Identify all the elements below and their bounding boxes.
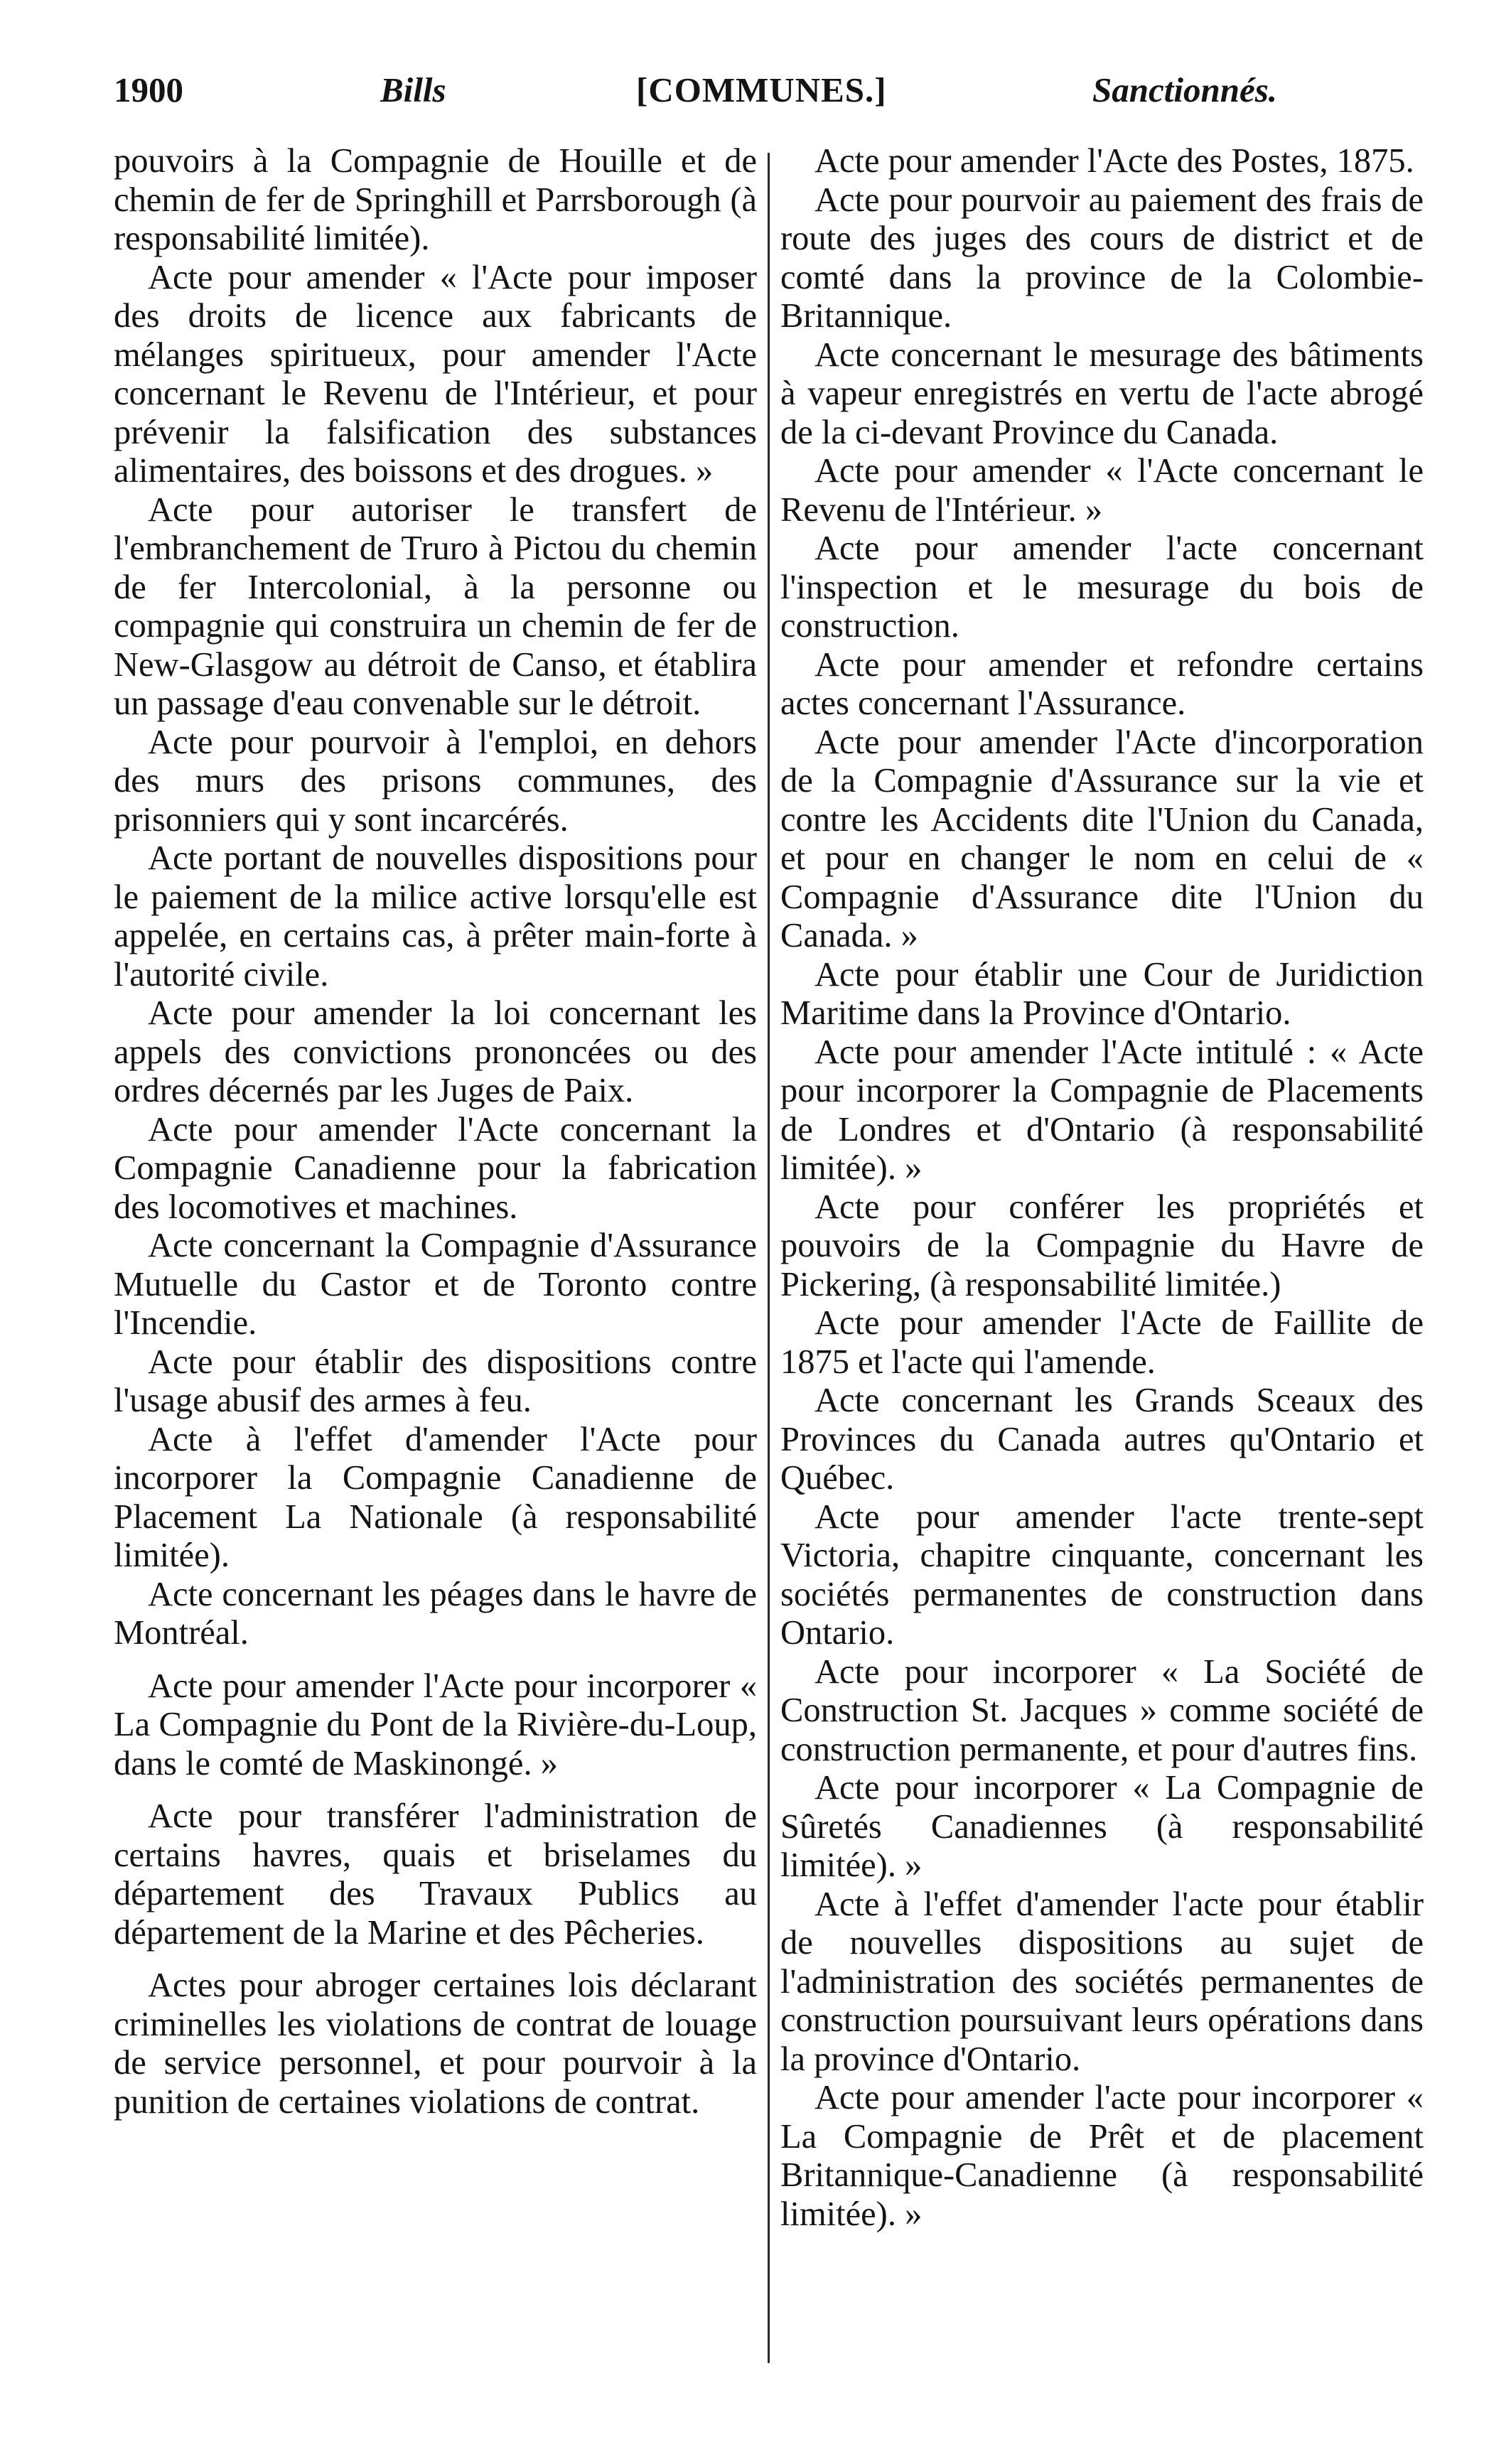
bill-entry: Acte pour établir une Cour de Juridiction Maritime dans la Province d'Ontario. [780, 955, 1424, 1032]
bill-entry: Acte concernant la Compagnie d'Assurance Mutuelle du Castor et de Toronto contre l'Incendie. [114, 1227, 757, 1342]
bill-entry: Acte à l'effet d'amender l'Acte pour incorporer la Compagnie Canadienne de Placement La Nationale (à responsabilité limitée). [114, 1420, 757, 1574]
bill-entry: Acte pour pourvoir au paiement des frais de route des juges des cours de district et de comté dans la province de la Colombie-Britannique. [780, 181, 1424, 335]
page-number: 1900 [114, 70, 183, 109]
bill-entry: Acte pour autoriser le transfert de l'embranchement de Truro à Pictou du chemin de fer Intercolonial, à la personne ou compagnie qui construira un chemin de fer de New-Glasgow au détroit de Canso, et établira un passage d'eau convenable sur le détroit. [114, 490, 757, 722]
running-head-right: Sanctionnés. [1092, 70, 1278, 109]
bill-entry: Acte pour conférer les propriétés et pouvoirs de la Compagnie du Havre de Pickering, (à responsabilité limitée.) [780, 1188, 1424, 1303]
bill-entry: Acte pour amender l'Acte des Postes, 1875. [814, 142, 1414, 180]
bill-entry: Acte pour pourvoir à l'emploi, en dehors des murs des prisons communes, des prisonniers qui y sont incarcérés. [114, 723, 757, 839]
bill-entry: Acte pour amender « l'Acte pour imposer des droits de licence aux fabricants de mélanges spiritueux, pour amender l'Acte concernant le Revenu de l'Intérieur, et pour prévenir la falsification des substances alimentaires, des boissons et des drogues. » [114, 258, 757, 490]
bill-entry: Actes pour abroger certaines lois déclarant criminelles les violations de contrat de louage de service personnel, et pour pourvoir à la punition de certaines violations de contrat. [114, 1967, 757, 2121]
bill-entry: Acte pour amender l'Acte d'incorporation de la Compagnie d'Assurance sur la vie et contre les Accidents dite l'Union du Canada, et pour en changer le nom en celui de « Compagnie d'Assurance dite l'Union du Canada. » [780, 723, 1424, 954]
bill-entry: Acte pour amender « l'Acte concernant le Revenu de l'Intérieur. » [780, 452, 1424, 529]
bill-entry: Acte concernant les péages dans le havre de Montréal. [114, 1575, 757, 1652]
bill-entry: Acte pour amender l'acte concernant l'inspection et le mesurage du bois de construction. [780, 529, 1424, 645]
right-column [780, 142, 1424, 2234]
running-head-center: [COMMUNES.] [636, 70, 887, 109]
bill-entry: pouvoirs à la Compagnie de Houille et de chemin de fer de Springhill et Parrsborough (à responsabilité limitée). [114, 142, 757, 257]
bill-entry: Acte à l'effet d'amender l'acte pour établir de nouvelles dispositions au sujet de l'administration des sociétés permanentes de construction poursuivant leurs opérations dans la province d'Ontario. [780, 1885, 1424, 2078]
bill-entry: Acte portant de nouvelles dispositions pour le paiement de la milice active lorsqu'elle est appelée, en certains cas, à prêter main-forte à l'autorité civile. [114, 839, 757, 994]
left-column [114, 142, 757, 2121]
bill-entry: Acte pour incorporer « La Société de Construction St. Jacques » comme société de construction permanente, et pour d'autres fins. [780, 1652, 1424, 1768]
bill-entry: Acte pour amender la loi concernant les appels des convictions prononcées ou des ordres décernés par les Juges de Paix. [114, 994, 757, 1109]
bill-entry: Acte pour établir des dispositions contre l'usage abusif des armes à feu. [114, 1343, 757, 1419]
bill-entry: Acte pour amender l'Acte de Faillite de 1875 et l'acte qui l'amende. [780, 1304, 1424, 1381]
bill-entry: Acte concernant le mesurage des bâtiments à vapeur enregistrés en vertu de l'acte abrogé de la ci-devant Province du Canada. [780, 335, 1424, 451]
bill-entry: Acte pour amender et refondre certains actes concernant l'Assurance. [780, 645, 1424, 722]
bill-entry: Acte concernant les Grands Sceaux des Provinces du Canada autres qu'Ontario et Québec. [780, 1382, 1424, 1497]
column-divider [768, 153, 770, 2363]
bill-entry: Acte pour amender l'acte trente-sept Victoria, chapitre cinquante, concernant les sociétés permanentes de construction dans Ontario. [780, 1497, 1424, 1652]
bill-entry: Acte pour transférer l'administration de certains havres, quais et briselames du département des Travaux Publics au département de la Marine et des Pêcheries. [114, 1797, 757, 1952]
bill-entry: Acte pour amender l'Acte concernant la Compagnie Canadienne pour la fabrication des locomotives et machines. [114, 1110, 757, 1226]
bill-entry: Acte pour incorporer « La Compagnie de Sûretés Canadiennes (à responsabilité limitée). » [780, 1769, 1424, 1884]
page-header [114, 65, 1393, 115]
bill-entry: Acte pour amender l'Acte pour incorporer « La Compagnie du Pont de la Rivière-du-Loup, dans le comté de Maskinongé. » [114, 1667, 757, 1782]
bill-entry: Acte pour amender l'acte pour incorporer « La Compagnie de Prêt et de placement Britannique-Canadienne (à responsabilité limitée). » [780, 2079, 1424, 2233]
bill-entry: Acte pour amender l'Acte intitulé : « Acte pour incorporer la Compagnie de Placements de Londres et d'Ontario (à responsabilité limitée). » [780, 1033, 1424, 1187]
running-head-left: Bills [380, 70, 446, 109]
